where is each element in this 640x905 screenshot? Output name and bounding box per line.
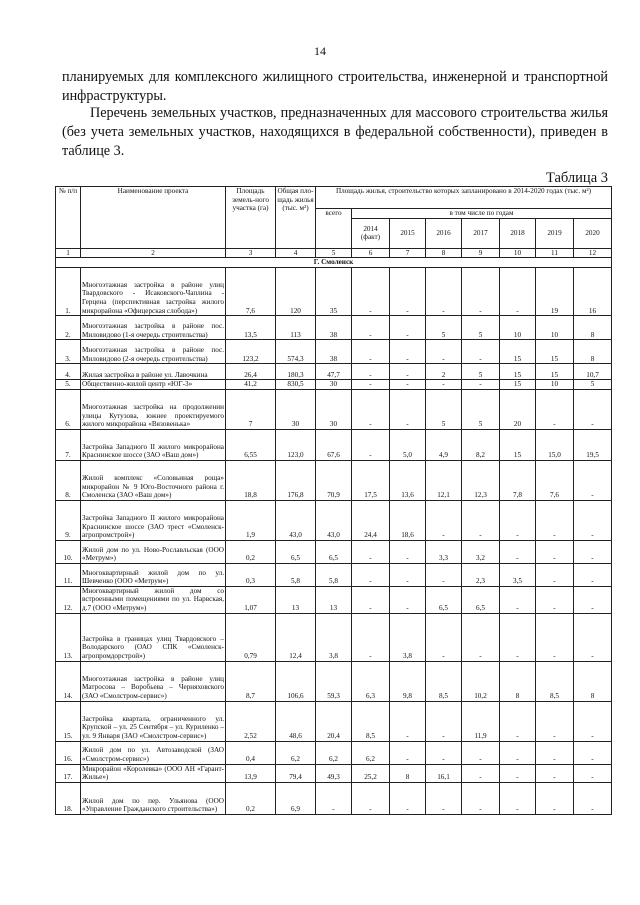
value-cell: 123,2 <box>226 340 276 364</box>
column-index: 4 <box>276 248 316 258</box>
value-cell: 4,9 <box>426 429 462 460</box>
paragraph-2: Перечень земельных участков, предназначенных для массового строительства жилья (без учета земельных участков, находящихся в федеральной собственности), приведен в таблице 3. <box>62 105 608 159</box>
column-index: 12 <box>574 248 612 258</box>
value-cell: 10 <box>536 316 574 340</box>
value-cell: 30 <box>316 380 352 390</box>
table-row <box>56 563 612 586</box>
table-row <box>56 389 612 429</box>
value-cell: 6,2 <box>352 741 390 764</box>
value-cell: 5,8 <box>316 563 352 586</box>
value-cell: 43,0 <box>276 500 316 540</box>
project-name: Жилой дом по ул. Ново-Рославльская (ООО «Метрум») <box>81 540 226 563</box>
value-cell: 18,6 <box>390 500 426 540</box>
value-cell: 0,2 <box>226 782 276 814</box>
row-number: 17. <box>56 764 81 782</box>
row-number: 5. <box>56 380 81 390</box>
value-cell: 574,3 <box>276 340 316 364</box>
column-index-row <box>56 248 612 258</box>
value-cell: 106,6 <box>276 661 316 701</box>
value-cell: - <box>352 380 390 390</box>
value-cell: - <box>426 380 462 390</box>
value-cell: - <box>390 380 426 390</box>
value-cell: 30 <box>316 389 352 429</box>
row-number: 11. <box>56 563 81 586</box>
value-cell: 2 <box>426 364 462 380</box>
table-row <box>56 340 612 364</box>
value-cell: 70,9 <box>316 460 352 500</box>
value-cell: 24,4 <box>352 500 390 540</box>
value-cell: 7,8 <box>500 460 536 500</box>
paragraph-1: планируемых для комплексного жилищного строительства, инженерной и транспортной инфраструктуры. <box>62 69 608 104</box>
value-cell: - <box>390 586 426 613</box>
value-cell: - <box>500 613 536 661</box>
value-cell: 5 <box>462 316 500 340</box>
row-number: 4. <box>56 364 81 380</box>
table-row <box>56 380 612 390</box>
page-number: 14 <box>314 44 326 58</box>
value-cell: 5 <box>462 389 500 429</box>
column-index: 2 <box>81 248 226 258</box>
value-cell: 5 <box>462 364 500 380</box>
value-cell: - <box>500 764 536 782</box>
value-cell: 10 <box>500 316 536 340</box>
header-year: 2014 (факт) <box>352 218 390 248</box>
value-cell: - <box>462 500 500 540</box>
value-cell: 120 <box>276 268 316 316</box>
column-index: 5 <box>316 248 352 258</box>
value-cell: - <box>390 741 426 764</box>
table-row <box>56 782 612 814</box>
table-row <box>56 586 612 613</box>
value-cell: - <box>390 701 426 741</box>
value-cell: 35 <box>316 268 352 316</box>
value-cell: 38 <box>316 316 352 340</box>
value-cell: - <box>536 500 574 540</box>
value-cell: 5 <box>426 389 462 429</box>
project-name: Жилая застройка в районе ул. Лавочкина <box>81 364 226 380</box>
value-cell: - <box>352 340 390 364</box>
value-cell: - <box>426 563 462 586</box>
value-cell: 48,6 <box>276 701 316 741</box>
value-cell: - <box>574 460 612 500</box>
project-name: Многоэтажная застройка в районе пос. Миловидово (1-я очередь строительства) <box>81 316 226 340</box>
value-cell: - <box>390 364 426 380</box>
value-cell: - <box>352 268 390 316</box>
value-cell: 8,5 <box>426 661 462 701</box>
project-name: Микрорайон «Королевка» (ООО АН «Гарант-Жилье») <box>82 764 224 782</box>
table-row <box>56 460 612 500</box>
value-cell: 5 <box>426 316 462 340</box>
value-cell: 1,9 <box>226 500 276 540</box>
value-cell: 123,0 <box>276 429 316 460</box>
value-cell: - <box>500 268 536 316</box>
value-cell: 8,2 <box>462 429 500 460</box>
row-number: 6. <box>56 389 81 429</box>
value-cell: 6,2 <box>276 741 316 764</box>
value-cell: 6,5 <box>426 586 462 613</box>
row-number: 18. <box>56 782 81 814</box>
value-cell: - <box>574 764 612 782</box>
value-cell: 19,5 <box>574 429 612 460</box>
value-cell: 49,3 <box>316 764 352 782</box>
value-cell: 8,5 <box>352 701 390 741</box>
value-cell: - <box>352 613 390 661</box>
table-row <box>56 540 612 563</box>
value-cell: - <box>462 340 500 364</box>
project-name: Застройка в границах улиц Твардовского – Володарского (ОАО СПК «Смоленск-агропромдорстрой») <box>81 613 226 661</box>
project-name: Застройка квартала, ограниченного ул. Крупской – ул. 25 Сентября – ул. Куриленко – ул. 9 Января (ЗАО «Смолстром-сервис») <box>81 701 226 741</box>
value-cell: - <box>352 540 390 563</box>
row-number: 7. <box>56 429 81 460</box>
value-cell: - <box>536 586 574 613</box>
value-cell: - <box>352 389 390 429</box>
row-number: 1. <box>56 268 81 316</box>
value-cell: 18,8 <box>226 460 276 500</box>
value-cell: 17,5 <box>352 460 390 500</box>
value-cell: - <box>426 782 462 814</box>
project-name: Жилой дом по пер. Ульянова (ООО «Управление Гражданского строительства») <box>81 782 226 814</box>
table-row <box>56 764 612 782</box>
column-index: 10 <box>500 248 536 258</box>
header-year: 2015 <box>390 218 426 248</box>
value-cell: - <box>390 540 426 563</box>
value-cell: 8 <box>500 661 536 701</box>
row-number: 16. <box>56 741 81 764</box>
value-cell: 19 <box>536 268 574 316</box>
value-cell: - <box>574 741 612 764</box>
value-cell: 13 <box>276 586 316 613</box>
value-cell: 13,9 <box>226 764 276 782</box>
value-cell: 38 <box>316 340 352 364</box>
value-cell: 67,6 <box>316 429 352 460</box>
value-cell: - <box>390 316 426 340</box>
value-cell: 8 <box>574 340 612 364</box>
value-cell: 180,3 <box>276 364 316 380</box>
value-cell: 25,2 <box>352 764 390 782</box>
value-cell: - <box>536 389 574 429</box>
value-cell: 8 <box>574 661 612 701</box>
row-number: 12. <box>56 586 81 613</box>
header-year: 2016 <box>426 218 462 248</box>
value-cell: 6,5 <box>276 540 316 563</box>
value-cell: 8 <box>390 764 426 782</box>
value-cell: 2,52 <box>226 701 276 741</box>
value-cell: 11,9 <box>462 701 500 741</box>
table-row <box>56 661 612 701</box>
value-cell: - <box>574 586 612 613</box>
table-row <box>56 268 612 316</box>
value-cell: 3,2 <box>462 540 500 563</box>
value-cell: 15 <box>536 340 574 364</box>
value-cell: 10 <box>536 380 574 390</box>
value-cell: 6,2 <box>316 741 352 764</box>
value-cell: 15 <box>536 364 574 380</box>
column-index: 9 <box>462 248 500 258</box>
column-index: 7 <box>390 248 426 258</box>
value-cell: - <box>390 563 426 586</box>
value-cell: - <box>352 586 390 613</box>
value-cell: - <box>390 340 426 364</box>
value-cell: 0,79 <box>226 613 276 661</box>
column-index: 1 <box>56 248 81 258</box>
row-number: 2. <box>56 316 81 340</box>
value-cell: 5,0 <box>390 429 426 460</box>
value-cell: - <box>536 782 574 814</box>
value-cell: 6,5 <box>462 586 500 613</box>
project-name: Застройка Западного II жилого микрорайона Краснинское шоссе (ЗАО «Ваш дом») <box>81 429 226 460</box>
value-cell: - <box>462 380 500 390</box>
value-cell: 26,4 <box>226 364 276 380</box>
value-cell: - <box>536 563 574 586</box>
value-cell: 10,2 <box>462 661 500 701</box>
value-cell: 6,3 <box>352 661 390 701</box>
project-name: Жилой дом по ул. Автозаводской (ЗАО «Смолстром-сервис») <box>81 741 226 764</box>
value-cell: 16,1 <box>426 764 462 782</box>
header-all: всего <box>316 209 352 249</box>
row-number: 14. <box>56 661 81 701</box>
value-cell: 6,5 <box>316 540 352 563</box>
value-cell: 6,9 <box>276 782 316 814</box>
header-year: 2018 <box>500 218 536 248</box>
value-cell: 0,3 <box>226 563 276 586</box>
table-row <box>56 741 612 764</box>
value-cell: - <box>574 540 612 563</box>
value-cell: - <box>574 701 612 741</box>
value-cell: 30 <box>276 389 316 429</box>
value-cell: - <box>500 701 536 741</box>
value-cell: 15,0 <box>536 429 574 460</box>
row-number: 10. <box>56 540 81 563</box>
table-row <box>56 613 612 661</box>
header-year: 2019 <box>536 218 574 248</box>
value-cell: 0,4 <box>226 741 276 764</box>
project-name: Многоквартирный жилой дом со встроенными помещениями по ул. Нарвская, д.7 (ООО «Метрум») <box>82 586 224 612</box>
value-cell: 10,7 <box>574 364 612 380</box>
value-cell: 2,3 <box>462 563 500 586</box>
row-number: 15. <box>56 701 81 741</box>
value-cell: 12,1 <box>426 460 462 500</box>
value-cell: - <box>426 340 462 364</box>
column-index: 11 <box>536 248 574 258</box>
value-cell: - <box>536 613 574 661</box>
value-cell: - <box>536 741 574 764</box>
table-caption: Таблица 3 <box>545 170 608 186</box>
value-cell: 16 <box>574 268 612 316</box>
value-cell: 176,8 <box>276 460 316 500</box>
value-cell: 3,3 <box>426 540 462 563</box>
value-cell: 5 <box>574 380 612 390</box>
table-row <box>56 429 612 460</box>
value-cell: - <box>352 364 390 380</box>
value-cell: - <box>574 500 612 540</box>
value-cell: - <box>500 540 536 563</box>
value-cell: 7 <box>226 389 276 429</box>
value-cell: 8,5 <box>536 661 574 701</box>
city-name: Г. Смоленск <box>56 258 612 268</box>
value-cell: - <box>316 782 352 814</box>
value-cell: - <box>462 741 500 764</box>
value-cell: - <box>536 764 574 782</box>
value-cell: - <box>426 741 462 764</box>
header-plan: Площадь жилья, строительство которых запланировано в 2014-2020 годах (тыс. м²) <box>316 187 612 209</box>
project-name: Многоквартирный жилой дом по ул. Шевченко (ООО «Метрум») <box>81 563 226 586</box>
value-cell: - <box>462 764 500 782</box>
value-cell: 20,4 <box>316 701 352 741</box>
column-index: 8 <box>426 248 462 258</box>
column-index: 6 <box>352 248 390 258</box>
value-cell: - <box>574 782 612 814</box>
value-cell: - <box>426 701 462 741</box>
projects-table <box>55 186 612 815</box>
value-cell: - <box>462 268 500 316</box>
header-year: 2017 <box>462 218 500 248</box>
value-cell: 8,7 <box>226 661 276 701</box>
value-cell: 13,5 <box>226 316 276 340</box>
project-name: Застройка Западного II жилого микрорайона Краснинское шоссе (ЗАО трест «Смоленск-агропромстрой») <box>81 500 226 540</box>
value-cell: 7,6 <box>536 460 574 500</box>
value-cell: 830,5 <box>276 380 316 390</box>
value-cell: 20 <box>500 389 536 429</box>
value-cell: 79,4 <box>276 764 316 782</box>
project-name: Многоэтажная застройка в районе пос. Миловидово (2-я очередь строительства) <box>81 340 226 364</box>
value-cell: 3,5 <box>500 563 536 586</box>
value-cell: 3,8 <box>390 613 426 661</box>
table-row <box>56 364 612 380</box>
value-cell: - <box>462 782 500 814</box>
value-cell: 113 <box>276 316 316 340</box>
header-year: 2020 <box>574 218 612 248</box>
value-cell: 15 <box>500 340 536 364</box>
value-cell: - <box>352 782 390 814</box>
value-cell: - <box>390 389 426 429</box>
value-cell: 13 <box>316 586 352 613</box>
column-index: 3 <box>226 248 276 258</box>
value-cell: 13,6 <box>390 460 426 500</box>
value-cell: - <box>352 316 390 340</box>
project-name: Жилой комплекс «Соловьиная роща» микрорайон № 9 Юго-Восточного района г. Смоленска (ЗАО «Ваш дом») <box>81 460 226 500</box>
value-cell: - <box>500 741 536 764</box>
value-cell: - <box>462 613 500 661</box>
value-cell: - <box>574 613 612 661</box>
header-num: № п/п <box>56 187 81 249</box>
header-by-years: в том числе по годам <box>352 209 612 219</box>
city-row <box>56 258 612 268</box>
table-row <box>56 500 612 540</box>
value-cell: 8 <box>574 316 612 340</box>
value-cell: - <box>574 563 612 586</box>
header-name: Наименование проекта <box>81 187 226 249</box>
value-cell: 15 <box>500 364 536 380</box>
value-cell: - <box>536 540 574 563</box>
value-cell: 43,0 <box>316 500 352 540</box>
value-cell: - <box>426 268 462 316</box>
value-cell: 3,8 <box>316 613 352 661</box>
header-total: Общая пло-щадь жилья (тыс. м²) <box>276 187 316 249</box>
table-row <box>56 316 612 340</box>
row-number: 8. <box>56 460 81 500</box>
header-area: Площадь земель-ного участка (га) <box>226 187 276 249</box>
value-cell: - <box>500 782 536 814</box>
value-cell: 47,7 <box>316 364 352 380</box>
value-cell: - <box>536 701 574 741</box>
value-cell: 15 <box>500 429 536 460</box>
row-number: 9. <box>56 500 81 540</box>
value-cell: - <box>390 782 426 814</box>
project-name: Общественно-жилой центр «ЮГ-3» <box>81 380 226 390</box>
value-cell: - <box>426 500 462 540</box>
value-cell: 12,4 <box>276 613 316 661</box>
value-cell: 41,2 <box>226 380 276 390</box>
value-cell: 7,6 <box>226 268 276 316</box>
value-cell: 5,8 <box>276 563 316 586</box>
value-cell: 6,55 <box>226 429 276 460</box>
value-cell: - <box>574 389 612 429</box>
value-cell: - <box>352 429 390 460</box>
value-cell: - <box>390 268 426 316</box>
value-cell: - <box>426 613 462 661</box>
value-cell: - <box>500 500 536 540</box>
value-cell: 15 <box>500 380 536 390</box>
value-cell: 59,3 <box>316 661 352 701</box>
value-cell: 0,2 <box>226 540 276 563</box>
project-name: Многоэтажная застройка в районе улиц Матросова – Воробьева – Черняховского (ЗАО «Смолстром-сервис») <box>81 661 226 701</box>
value-cell: - <box>500 586 536 613</box>
table-row <box>56 701 612 741</box>
value-cell: 1,07 <box>226 586 276 613</box>
value-cell: - <box>352 563 390 586</box>
value-cell: 9,8 <box>390 661 426 701</box>
value-cell: 12,3 <box>462 460 500 500</box>
project-name: Многоэтажная застройка в районе улиц Твардовского - Исаковского-Чаплина - Герцена (перспективная застройка жилого микрорайона «Офицерская слобода») <box>81 268 226 316</box>
row-number: 13. <box>56 613 81 661</box>
project-name: Многоэтажная застройка на продолжении улицы Кутузова, южнее проектируемого жилого микрорайона «Вязовенька» <box>81 389 226 429</box>
row-number: 3. <box>56 340 81 364</box>
